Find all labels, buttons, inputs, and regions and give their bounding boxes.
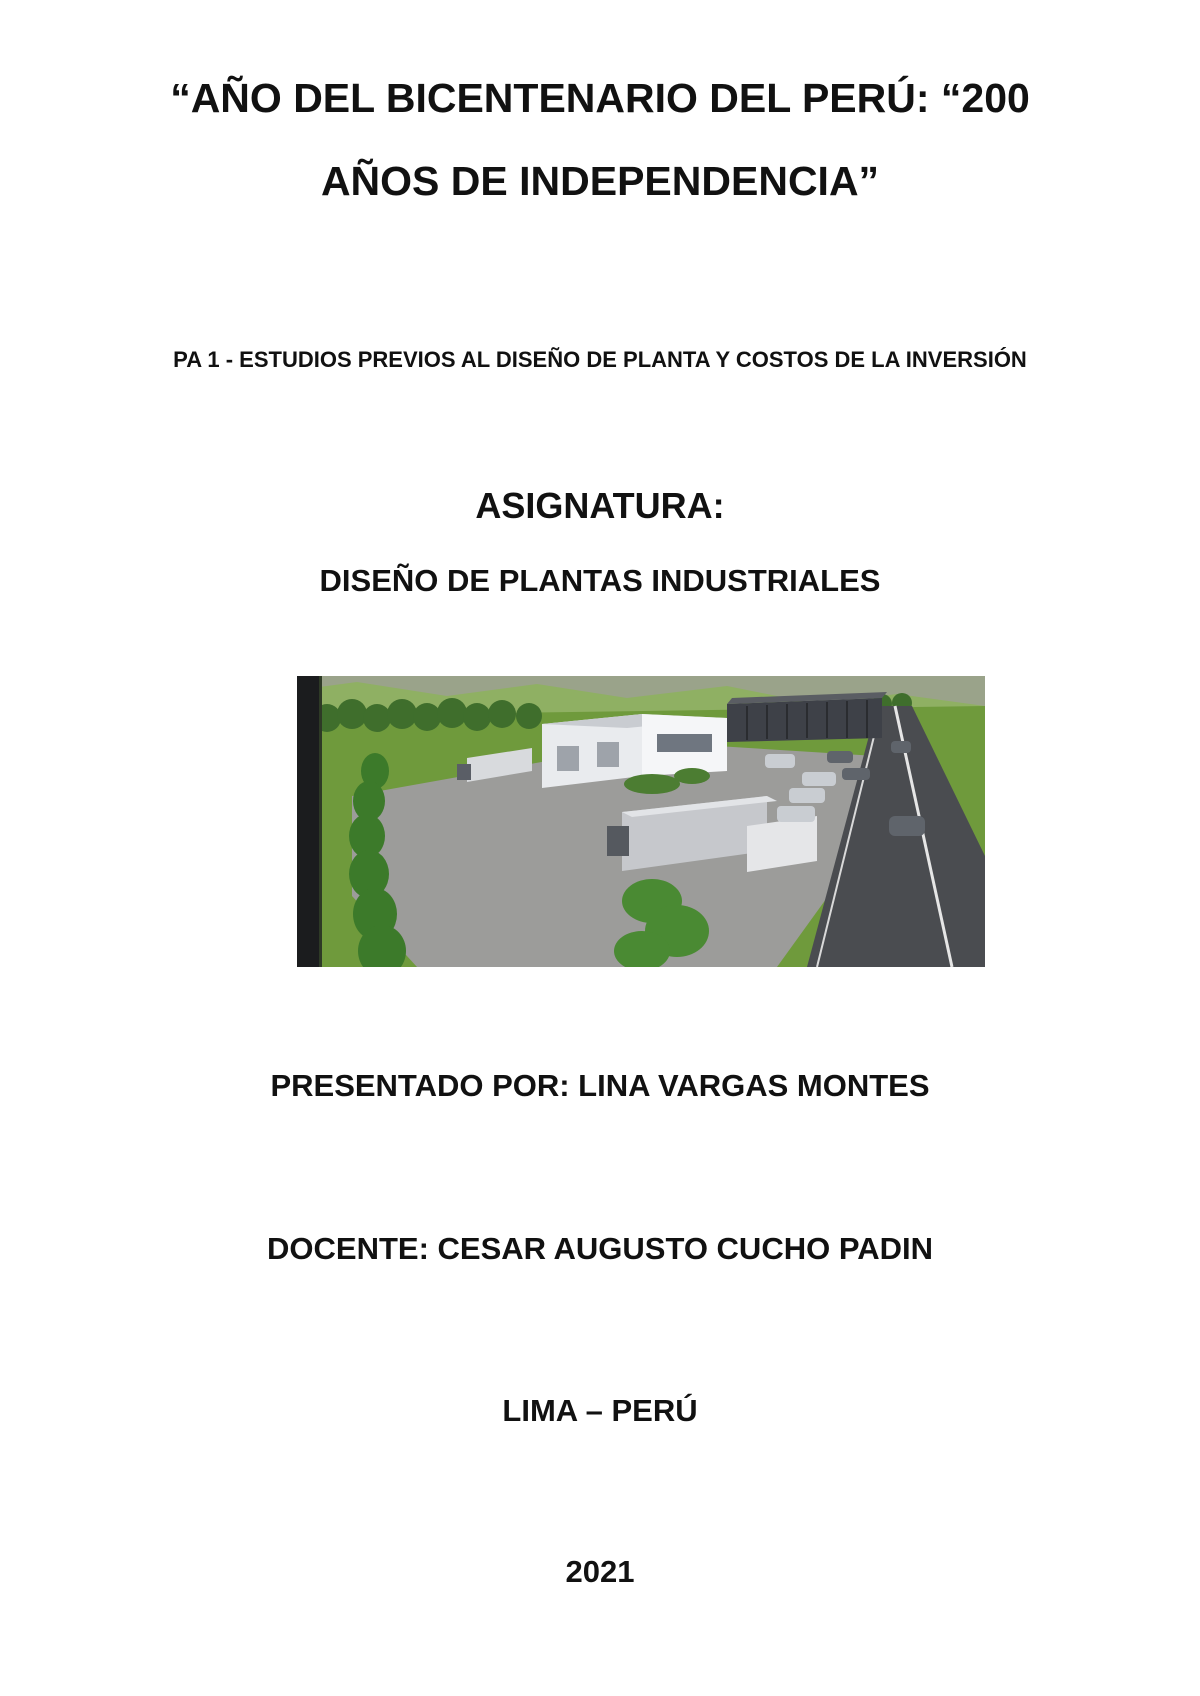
assignment-subtitle: PA 1 - ESTUDIOS PREVIOS AL DISEÑO DE PLANTA Y COSTOS DE LA INVERSIÓN: [173, 347, 1027, 372]
industrial-plant-render: [297, 676, 985, 967]
title-line-1: “AÑO DEL BICENTENARIO DEL PERÚ: “200: [170, 75, 1030, 121]
title-line-2: AÑOS DE INDEPENDENCIA”: [320, 158, 880, 204]
author-line: PRESENTADO POR: LINA VARGAS MONTES: [270, 1068, 930, 1103]
course-label: ASIGNATURA:: [475, 485, 725, 526]
year-line: 2021: [565, 1554, 635, 1589]
course-name: DISEÑO DE PLANTAS INDUSTRIALES: [319, 563, 881, 598]
location-line: LIMA – PERÚ: [502, 1393, 698, 1428]
teacher-line: DOCENTE: CESAR AUGUSTO CUCHO PADIN: [267, 1231, 933, 1266]
